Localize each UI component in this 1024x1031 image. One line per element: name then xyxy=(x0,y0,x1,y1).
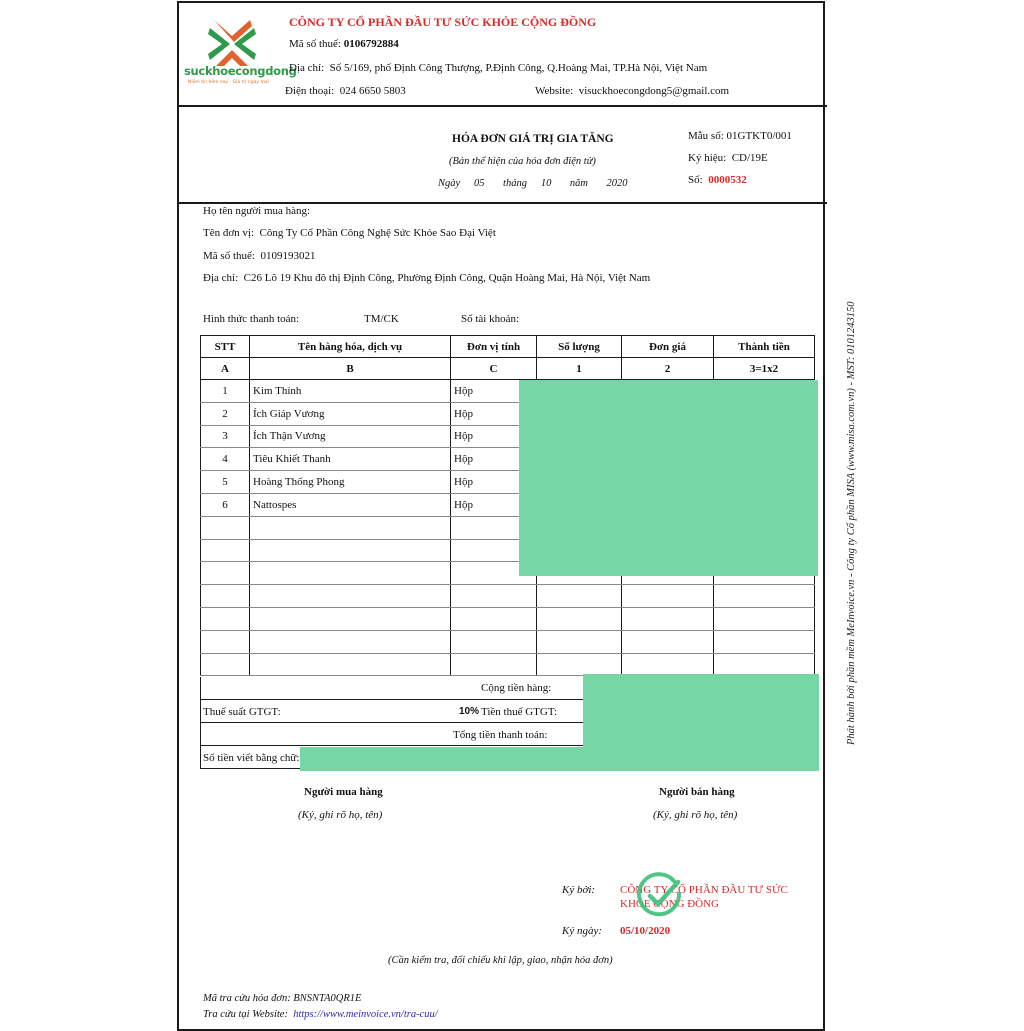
logo-tagline: Niềm tin hôm nay - Giá trị ngày mai xyxy=(188,80,269,85)
col-header-stt: STT xyxy=(201,336,250,358)
col-code-amount: 3=1x2 xyxy=(714,358,815,380)
cell-name xyxy=(250,653,451,676)
seller-address: Số 5/169, phố Định Công Thượng, P.Định Công, Q.Hoàng Mai, TP.Hà Nội, Việt Nam xyxy=(329,62,708,74)
seller-website: visuckhoecongdong5@gmail.com xyxy=(578,85,730,97)
seller-company-name: CÔNG TY CỔ PHẦN ĐẦU TƯ SỨC KHỎE CỘNG ĐỒNG xyxy=(289,15,597,29)
cell-name: Ích Giáp Vương xyxy=(250,402,451,425)
cell-price xyxy=(622,653,714,676)
cell-name xyxy=(250,562,451,585)
seller-address-label: Địa chỉ: xyxy=(289,62,325,74)
table-header-row xyxy=(201,336,815,358)
date-month-label: tháng xyxy=(503,178,527,189)
cell-stt xyxy=(201,516,250,539)
cell-amount xyxy=(714,585,815,608)
cell-name xyxy=(250,607,451,630)
cell-stt: 5 xyxy=(201,471,250,494)
lookup-code-row xyxy=(203,993,361,1004)
payment-method-label: Hình thức thanh toán: xyxy=(203,313,300,325)
cell-unit: Hộp xyxy=(451,448,537,471)
seller-address-row xyxy=(289,62,707,74)
lookup-code-label: Mã tra cứu hóa đơn: xyxy=(203,993,291,1004)
cell-unit: Hộp xyxy=(451,402,537,425)
buyer-unit-row xyxy=(203,227,496,239)
cell-qty xyxy=(537,585,622,608)
cell-unit xyxy=(451,607,537,630)
cell-unit xyxy=(451,630,537,653)
signed-by-label: Ký bởi: xyxy=(562,884,596,896)
vat-rate: 10% xyxy=(459,706,480,717)
logo-wordmark: suckhoecongdong xyxy=(184,64,297,78)
invoice-symbol-row xyxy=(688,152,768,164)
cell-stt: 1 xyxy=(201,380,250,403)
invoice-form: 01GTKT0/001 xyxy=(726,130,792,142)
seller-phone-label: Điện thoại: xyxy=(285,85,335,97)
table-code-row xyxy=(201,358,815,380)
amount-in-words-label: Số tiền viết bằng chữ: xyxy=(203,752,300,764)
signature-valid-check-icon xyxy=(636,872,684,920)
seller-phone: 024 6650 5803 xyxy=(339,85,406,97)
cell-stt xyxy=(201,630,250,653)
logo-x-mark-icon xyxy=(182,12,282,67)
buyer-address-label: Địa chỉ: xyxy=(203,272,239,284)
title-divider xyxy=(177,202,827,204)
seller-signature-title: Người bán hàng xyxy=(659,786,735,798)
company-logo xyxy=(182,12,297,92)
cell-qty xyxy=(537,607,622,630)
cell-name: Ích Thận Vương xyxy=(250,425,451,448)
buyer-unit-label: Tên đơn vị: xyxy=(203,227,255,239)
cell-stt: 6 xyxy=(201,493,250,516)
col-code-name: B xyxy=(250,358,451,380)
col-code-stt: A xyxy=(201,358,250,380)
cell-price xyxy=(622,630,714,653)
cell-amount xyxy=(714,607,815,630)
table-row-empty xyxy=(201,653,815,676)
date-day: 05 xyxy=(474,178,485,189)
cell-name: Tiêu Khiết Thanh xyxy=(250,448,451,471)
cell-unit: Hộp xyxy=(451,471,537,494)
cell-amount xyxy=(714,630,815,653)
cell-qty xyxy=(537,653,622,676)
invoice-number: 0000532 xyxy=(708,174,747,186)
header-divider xyxy=(177,105,827,107)
signed-by-line2: KHỎE CỘNG ĐỒNG xyxy=(620,898,719,910)
seller-website-row xyxy=(535,85,729,97)
check-note: (Cần kiểm tra, đối chiếu khi lập, giao, nhận hóa đơn) xyxy=(388,955,613,966)
buyer-unit: Công Ty Cổ Phần Công Nghệ Sức Khỏe Sao Đại Việt xyxy=(259,227,496,239)
invoice-title: HÓA ĐƠN GIÁ TRỊ GIA TĂNG xyxy=(452,133,614,145)
invoice-form-row xyxy=(688,130,792,142)
cell-unit: Hộp xyxy=(451,380,537,403)
seller-phone-row xyxy=(285,85,406,97)
buyer-tax-code-label: Mã số thuế: xyxy=(203,250,255,262)
col-header-unit: Đơn vị tính xyxy=(451,336,537,358)
date-day-label: Ngày xyxy=(438,178,461,189)
vat-amount-label: Tiền thuế GTGT: xyxy=(481,706,558,718)
total-label: Tổng tiền thanh toán: xyxy=(453,729,548,741)
invoice-symbol-label: Ký hiệu: xyxy=(688,152,727,164)
invoice-form-label: Mẫu số: xyxy=(688,130,724,142)
redaction-block-words xyxy=(300,747,819,771)
date-year: 2020 xyxy=(606,178,628,189)
col-header-quantity: Số lượng xyxy=(537,336,622,358)
buyer-tax-code: 0109193021 xyxy=(260,250,316,262)
cell-stt xyxy=(201,585,250,608)
account-number-label: Số tài khoản: xyxy=(461,313,520,325)
subtotal-label: Cộng tiền hàng: xyxy=(481,682,552,694)
lookup-site-label: Tra cứu tại Website: xyxy=(203,1009,288,1020)
invoice-number-label: Số: xyxy=(688,174,703,186)
table-row-empty xyxy=(201,607,815,630)
col-header-name: Tên hàng hóa, dịch vụ xyxy=(250,336,451,358)
lookup-site-link[interactable]: https://www.meinvoice.vn/tra-cuu/ xyxy=(293,1009,438,1020)
signed-date: 05/10/2020 xyxy=(620,925,671,937)
cell-name: Nattospes xyxy=(250,493,451,516)
issuer-note-vertical: Phát hành bởi phần mềm MeInvoice.vn - Công ty Cổ phần MISA (www.misa.com.vn) - MST: 0101243150 xyxy=(846,301,857,745)
col-code-unit: C xyxy=(451,358,537,380)
cell-unit: Hộp xyxy=(451,493,537,516)
cell-qty xyxy=(537,630,622,653)
buyer-tax-code-row xyxy=(203,250,315,262)
cell-stt: 3 xyxy=(201,425,250,448)
col-code-quantity: 1 xyxy=(537,358,622,380)
cell-stt xyxy=(201,607,250,630)
buyer-signature-title: Người mua hàng xyxy=(304,786,383,798)
cell-stt xyxy=(201,562,250,585)
cell-stt: 4 xyxy=(201,448,250,471)
cell-price xyxy=(622,607,714,630)
invoice-date xyxy=(438,178,627,189)
cell-name xyxy=(250,516,451,539)
col-header-price: Đơn giá xyxy=(622,336,714,358)
buyer-name-label: Họ tên người mua hàng: xyxy=(203,205,311,217)
seller-tax-code-row xyxy=(289,38,399,50)
cell-name xyxy=(250,585,451,608)
col-code-price: 2 xyxy=(622,358,714,380)
cell-name xyxy=(250,630,451,653)
lookup-code: BNSNTA0QR1E xyxy=(293,993,362,1004)
cell-name xyxy=(250,539,451,562)
cell-unit xyxy=(451,585,537,608)
cell-stt xyxy=(201,653,250,676)
seller-signature-note: (Ký, ghi rõ họ, tên) xyxy=(653,809,738,821)
seller-tax-code-label: Mã số thuế: xyxy=(289,38,341,50)
cell-name: Kim Thính xyxy=(250,380,451,403)
cell-unit xyxy=(451,653,537,676)
buyer-address-row xyxy=(203,272,650,284)
cell-stt xyxy=(201,539,250,562)
seller-website-label: Website: xyxy=(535,85,574,97)
table-row-empty xyxy=(201,585,815,608)
date-year-label: năm xyxy=(569,178,588,189)
seller-tax-code: 0106792884 xyxy=(343,38,399,50)
col-header-amount: Thành tiền xyxy=(714,336,815,358)
vat-rate-label: Thuế suất GTGT: xyxy=(203,706,281,718)
cell-name: Hoàng Thống Phong xyxy=(250,471,451,494)
buyer-address: C26 Lô 19 Khu đô thị Định Công, Phường Định Công, Quận Hoàng Mai, Hà Nội, Việt Nam xyxy=(243,272,651,284)
redaction-block-prices xyxy=(519,380,818,576)
signed-by-line1: CÔNG TY CỔ PHẦN ĐẦU TƯ SỨC xyxy=(620,884,788,896)
table-row-empty xyxy=(201,630,815,653)
payment-method: TM/CK xyxy=(364,313,399,325)
cell-stt: 2 xyxy=(201,402,250,425)
buyer-signature-note: (Ký, ghi rõ họ, tên) xyxy=(298,809,383,821)
cell-amount xyxy=(714,653,815,676)
invoice-symbol: CD/19E xyxy=(731,152,768,164)
invoice-subtitle: (Bản thể hiện của hóa đơn điện tử) xyxy=(449,156,596,167)
lookup-site-row xyxy=(203,1009,438,1020)
cell-unit: Hộp xyxy=(451,425,537,448)
signed-date-label: Ký ngày: xyxy=(562,925,603,937)
cell-price xyxy=(622,585,714,608)
invoice-number-row xyxy=(688,174,747,186)
date-month: 10 xyxy=(540,178,552,189)
